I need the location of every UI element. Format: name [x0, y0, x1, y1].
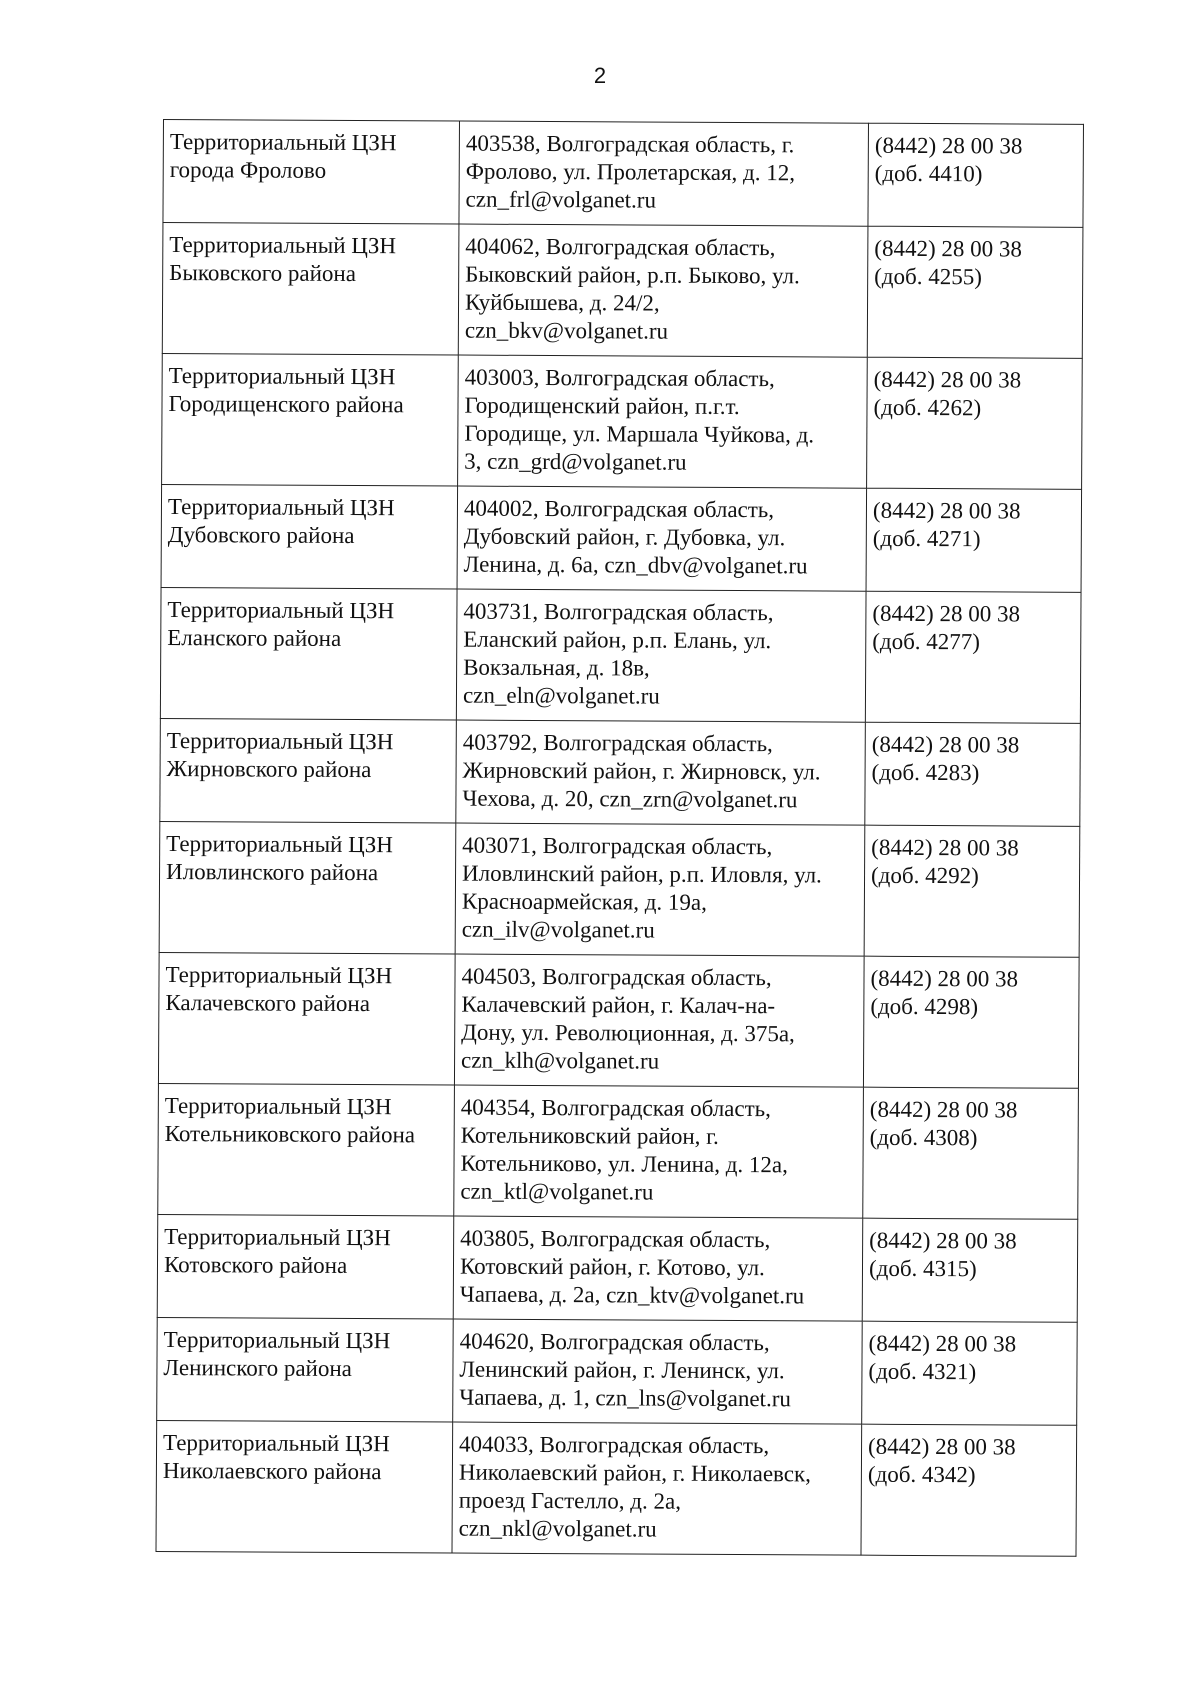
center-phone-cell: (8442) 28 00 38 (доб. 4271) — [866, 488, 1082, 592]
table-row — [158, 1083, 1079, 1219]
table-row — [160, 587, 1081, 723]
center-phone-cell: (8442) 28 00 38 (доб. 4315) — [862, 1218, 1078, 1322]
center-name-cell: Территориальный ЦЗН Иловлинского района — [159, 821, 456, 954]
employment-centers-table — [155, 119, 1083, 1557]
center-name-cell: Территориальный ЦЗН Ленинского района — [157, 1317, 454, 1422]
center-address-cell: 404503, Волгоградская область, Калачевский район, г. Калач-на- Дону, ул. Революционная, д. 375а, czn_klh@volganet.ru — [454, 954, 864, 1087]
center-phone-cell: (8442) 28 00 38 (доб. 4321) — [862, 1321, 1078, 1425]
center-name-cell: Территориальный ЦЗН Жирновского района — [160, 718, 457, 823]
center-name-cell: Территориальный ЦЗН Калачевского района — [158, 952, 455, 1085]
center-phone-cell: (8442) 28 00 38 (доб. 4292) — [864, 825, 1080, 957]
center-address-cell: 404062, Волгоградская область, Быковский район, р.п. Быково, ул. Куйбышева, д. 24/2, czn_bkv@volganet.ru — [458, 224, 868, 357]
table-row — [160, 718, 1081, 826]
center-name-cell: Территориальный ЦЗН Городищенского района — [162, 353, 459, 486]
center-phone-cell: (8442) 28 00 38 (доб. 4262) — [867, 357, 1083, 489]
center-name-cell: Территориальный ЦЗН Еланского района — [160, 587, 457, 720]
center-name-cell: Территориальный ЦЗН Дубовского района — [161, 484, 458, 589]
center-phone-cell: (8442) 28 00 38 (доб. 4342) — [861, 1424, 1077, 1556]
table-row — [163, 120, 1084, 228]
center-address-cell: 404002, Волгоградская область, Дубовский район, г. Дубовка, ул. Ленина, д. 6а, czn_dbv@volganet.ru — [457, 486, 867, 591]
table-row — [157, 1317, 1078, 1425]
table-row — [158, 952, 1079, 1088]
table-row — [162, 353, 1083, 489]
center-phone-cell: (8442) 28 00 38 (доб. 4410) — [868, 123, 1084, 227]
center-address-cell: 404354, Волгоградская область, Котельниковский район, г. Котельниково, ул. Ленина, д. 12а, czn_ktl@volganet.ru — [454, 1085, 864, 1218]
table-row — [156, 1420, 1077, 1556]
center-address-cell: 403003, Волгоградская область, Городищенский район, п.г.т. Городище, ул. Маршала Чуйкова, д. 3, czn_grd@volganet.ru — [458, 355, 868, 488]
center-address-cell: 403731, Волгоградская область, Еланский район, р.п. Елань, ул. Вокзальная, д. 18в, czn_eln@volganet.ru — [456, 589, 866, 722]
center-name-cell: Территориальный ЦЗН города Фролово — [163, 120, 460, 225]
table-row — [157, 1214, 1078, 1322]
table-row — [162, 223, 1083, 359]
center-address-cell: 403805, Волгоградская область, Котовский район, г. Котово, ул. Чапаева, д. 2а, czn_ktv@volganet.ru — [453, 1216, 863, 1321]
table-row — [161, 484, 1082, 592]
center-phone-cell: (8442) 28 00 38 (доб. 4277) — [865, 591, 1081, 723]
center-phone-cell: (8442) 28 00 38 (доб. 4308) — [863, 1087, 1079, 1219]
center-name-cell: Территориальный ЦЗН Быковского района — [162, 223, 459, 356]
center-name-cell: Территориальный ЦЗН Николаевского района — [156, 1420, 453, 1553]
center-address-cell: 404033, Волгоградская область, Николаевский район, г. Николаевск, проезд Гастелло, д. 2а, czn_nkl@volganet.ru — [452, 1422, 862, 1555]
center-name-cell: Территориальный ЦЗН Котовского района — [157, 1214, 454, 1319]
center-address-cell: 403538, Волгоградская область, г. Фролово, ул. Пролетарская, д. 12, czn_frl@volganet.ru — [459, 121, 869, 226]
center-name-cell: Территориальный ЦЗН Котельниковского района — [158, 1083, 455, 1216]
center-phone-cell: (8442) 28 00 38 (доб. 4283) — [865, 722, 1081, 826]
table-body — [156, 120, 1083, 1557]
page-number: 2 — [593, 63, 607, 88]
center-phone-cell: (8442) 28 00 38 (доб. 4255) — [867, 226, 1083, 358]
center-phone-cell: (8442) 28 00 38 (доб. 4298) — [863, 956, 1079, 1088]
center-address-cell: 404620, Волгоградская область, Ленинский район, г. Ленинск, ул. Чапаева, д. 1, czn_lns@volganet.ru — [453, 1319, 863, 1424]
center-address-cell: 403071, Волгоградская область, Иловлинский район, р.п. Иловля, ул. Красноармейская, д. 19а, czn_ilv@volganet.ru — [455, 823, 865, 956]
table-row — [159, 821, 1080, 957]
center-address-cell: 403792, Волгоградская область, Жирновский район, г. Жирновск, ул. Чехова, д. 20, czn_zrn@volganet.ru — [456, 720, 866, 825]
